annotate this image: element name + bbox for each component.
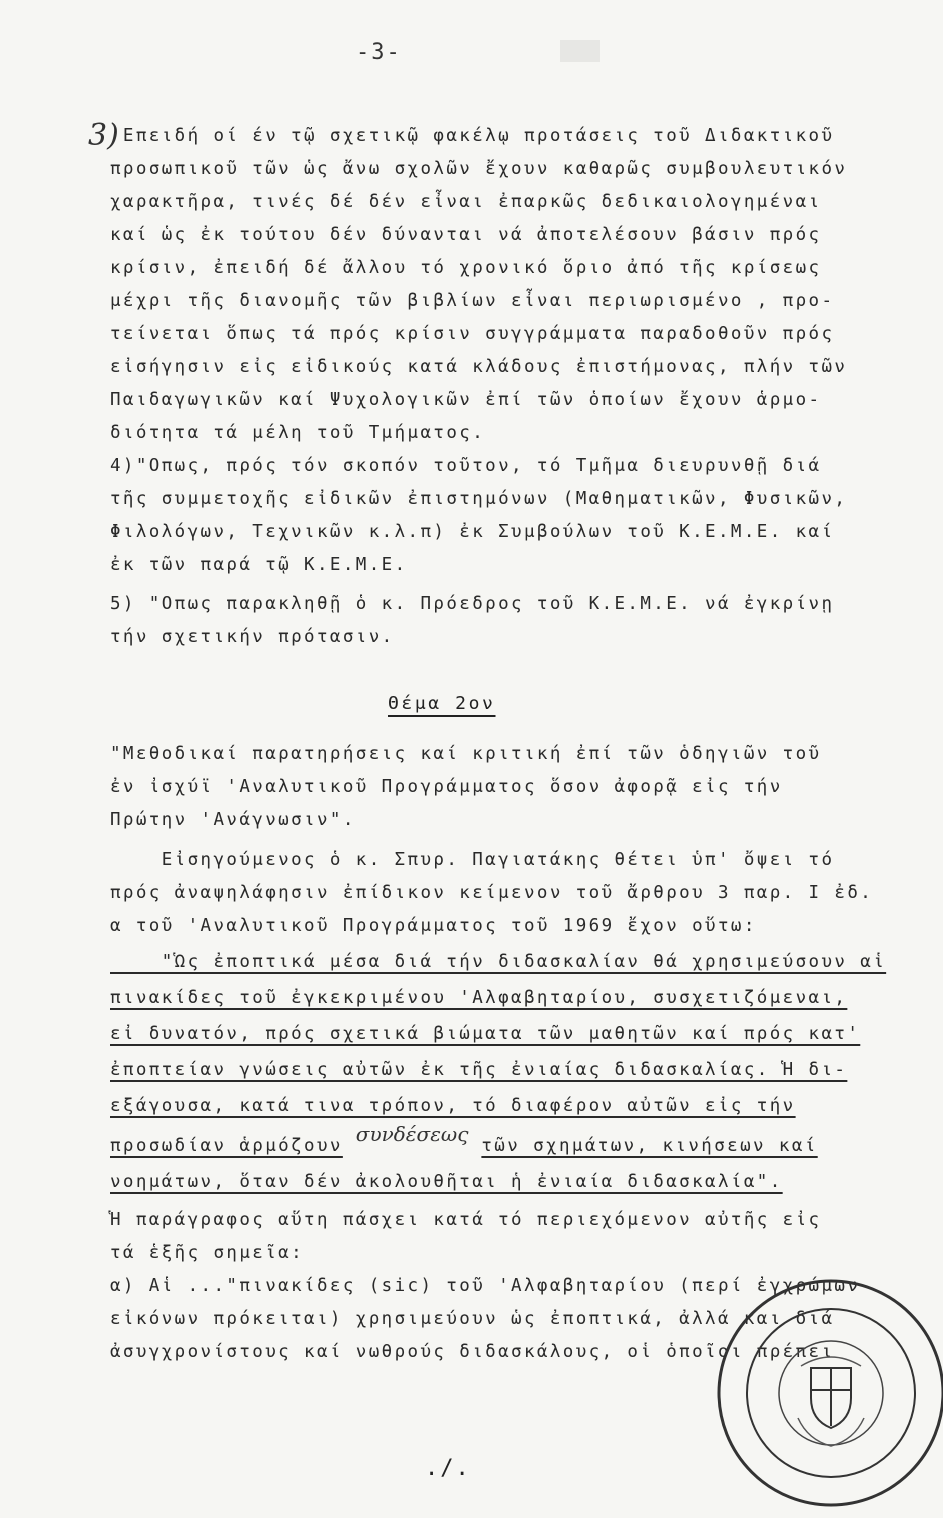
handwritten-margin-number: 3) <box>88 118 119 153</box>
continuation-mark: ./. <box>425 1456 471 1481</box>
text-line: πρός ἀναψηλάφησιν ἐπίδικον κείμενον τοῦ ἄρθρου 3 παρ. Ι ἐδ. <box>110 883 874 903</box>
scan-smudge <box>560 40 600 62</box>
text-line: Εἰσηγούμενος ὁ κ. Σπυρ. Παγιατάκης θέτει ὑπ' ὄψει τό <box>110 850 835 870</box>
page-number: -3- <box>356 40 402 65</box>
text-line: ἀσυγχρονίστους καί νωθρούς διδασκάλους, οἱ ὁποῖοι πρέπει <box>110 1342 835 1362</box>
quote-line: ἐποπτείαν γνώσεις αὐτῶν ἐκ τῆς ἐνιαίας διδασκαλίας. Ἡ δι- <box>110 1060 848 1080</box>
text-line: καί ὡς ἐκ τούτου δέν δύνανται νά ἀποτελέσουν βάσιν πρός <box>110 225 822 245</box>
quote-fragment: τῶν σχημάτων, κινήσεων καί <box>481 1136 818 1156</box>
text-line: τά ἑξῆς σημεῖα: <box>110 1243 305 1263</box>
quote-line: εἰ δυνατόν, πρός σχετικά βιώματα τῶν μαθητῶν καί πρός κατ' <box>110 1024 861 1044</box>
text-line: 4)"Οπως, πρός τόν σκοπόν τοῦτον, τό Τμῆμα διευρυνθῇ διά <box>110 456 822 476</box>
text-line: Παιδαγωγικῶν καί Ψυχολογικῶν ἐπί τῶν ὁποίων ἔχουν ἁρμο- <box>110 390 822 410</box>
text-line: μέχρι τῆς διανομῆς τῶν βιβλίων εἶναι περιωρισμένο , προ- <box>110 291 835 311</box>
quote-line: "Ὡς ἐποπτικά μέσα διά τήν διδασκαλίαν θά χρησιμεύσουν αἱ <box>110 952 887 972</box>
text-line: τῆς συμμετοχῆς εἰδικῶν ἐπιστημόνων (Μαθηματικῶν, Φυσικῶν, <box>110 489 848 509</box>
quote-line: πινακίδες τοῦ ἐγκεκριμένου 'Αλφαβηταρίου, συσχετιζόμεναι, <box>110 988 848 1008</box>
quote-line: νοημάτων, ὅταν δέν ἀκολουθῆται ἡ ἐνιαία διδασκαλία". <box>110 1172 783 1192</box>
text-line: "Μεθοδικαί παρατηρήσεις καί κριτική ἐπί τῶν ὁδηγιῶν τοῦ <box>110 744 822 764</box>
text-line: κρίσιν, ἐπειδή δέ ἄλλου τό χρονικό ὅριο ἀπό τῆς κρίσεως <box>110 258 822 278</box>
text-line: 5) "Οπως παρακληθῇ ὁ κ. Πρόεδρος τοῦ Κ.Ε.Μ.Ε. νά ἐγκρίνῃ <box>110 594 835 614</box>
text-line: τείνεται ὅπως τά πρός κρίσιν συγγράμματα παραδοθοῦν πρός <box>110 324 835 344</box>
text-line: τήν σχετικήν πρότασιν. <box>110 627 395 647</box>
text-line: α τοῦ 'Αναλυτικοῦ Προγράμματος τοῦ 1969 ἔχον οὕτω: <box>110 916 757 936</box>
handwritten-insertion: συνδέσεως <box>355 1122 469 1146</box>
quote-fragment: προσωδίαν ἁρμόζουν <box>110 1136 343 1156</box>
text-line: εἰκόνων πρόκειται) χρησιμεύουν ὡς ἐποπτικά, ἀλλά και διά <box>110 1309 835 1329</box>
section-heading: Θέμα 2ον <box>388 693 496 714</box>
text-line: προσωπικοῦ τῶν ὡς ἄνω σχολῶν ἔχουν καθαρῶς συμβουλευτικόν <box>110 159 848 179</box>
text-line: Ἡ παράγραφος αὕτη πάσχει κατά τό περιεχόμενον αὐτῆς εἰς <box>110 1210 822 1230</box>
text-line: εἰσήγησιν εἰς εἰδικούς κατά κλάδους ἐπιστήμονας, πλήν τῶν <box>110 357 848 377</box>
text-line: χαρακτῆρα, τινές δέ δέν εἶναι ἐπαρκῶς δεδικαιολογημέναι <box>110 192 822 212</box>
text-line: α) Αἱ ..."πινακίδες (sic) τοῦ 'Αλφαβηταρίου (περί ἐγχρώμων <box>110 1276 861 1296</box>
text-line: Φιλολόγων, Τεχνικῶν κ.λ.π) ἐκ Συμβούλων τοῦ Κ.Ε.Μ.Ε. καί <box>110 522 835 542</box>
official-seal-stamp <box>706 1268 943 1518</box>
quote-line: εξάγουσα, κατά τινα τρόπον, τό διαφέρον αὐτῶν εἰς τήν <box>110 1096 796 1116</box>
text-line: ἐν ἰσχύϊ 'Αναλυτικοῦ Προγράμματος ὅσον ἀφορᾷ εἰς τήν <box>110 777 783 797</box>
text-line: διότητα τά μέλη τοῦ Τμήματος. <box>110 423 486 443</box>
text-line: ἐκ τῶν παρά τῷ Κ.Ε.Μ.Ε. <box>110 555 408 575</box>
quote-line-with-correction <box>110 1122 818 1158</box>
text-line: Πρώτην 'Ανάγνωσιν". <box>110 810 356 830</box>
text-line: 'Επειδή οί έν τῷ σχετικῷ φακέλῳ προτάσεις τοῦ Διδακτικοῦ <box>110 126 835 146</box>
